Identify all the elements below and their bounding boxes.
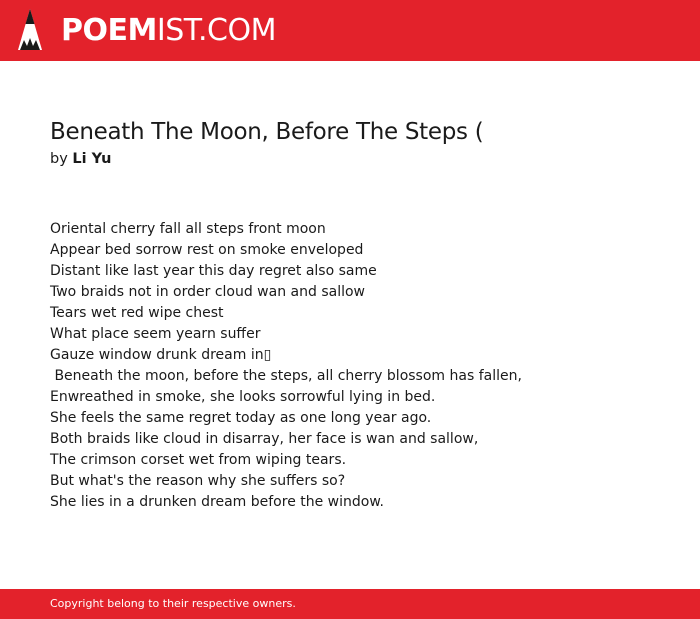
author-name: Li Yu: [72, 151, 112, 167]
site-logo[interactable]: [61, 11, 276, 51]
poem-line: She lies in a drunken dream before the window.: [50, 494, 384, 510]
site-footer: [0, 589, 700, 619]
poem-line: Beneath the moon, before the steps, all cherry blossom has fallen,: [50, 368, 522, 384]
logo-word-light: IST.COM: [156, 13, 276, 48]
poem-line: The crimson corset wet from wiping tears.: [50, 452, 347, 468]
poem-title: Beneath The Moon, Before The Steps (: [50, 119, 484, 145]
site-header: [0, 0, 700, 61]
poem-line: Both braids like cloud in disarray, her face is wan and sallow,: [50, 431, 479, 447]
poem-line: Gauze window drunk dream in▯: [50, 347, 272, 363]
poem-line: Distant like last year this day regret also same: [50, 263, 377, 279]
poem-line: Oriental cherry fall all steps front moon: [50, 221, 326, 237]
copyright-text: Copyright belong to their respective owners.: [50, 597, 296, 610]
by-label: by: [50, 151, 68, 167]
logo-word-bold: POEM: [61, 13, 157, 48]
pencil-tip-icon[interactable]: [16, 8, 44, 52]
poem-line: Appear bed sorrow rest on smoke enveloped: [50, 242, 364, 258]
poem-line: What place seem yearn suffer: [50, 326, 261, 342]
poem-line: Two braids not in order cloud wan and sallow: [50, 284, 365, 300]
poem-line: But what's the reason why she suffers so?: [50, 473, 346, 489]
poem-line: Enwreathed in smoke, she looks sorrowful lying in bed.: [50, 389, 436, 405]
poem-line: She feels the same regret today as one long year ago.: [50, 410, 432, 426]
poem-line: Tears wet red wipe chest: [50, 305, 224, 321]
poem-byline: [50, 149, 111, 169]
poem-body: [50, 219, 522, 513]
